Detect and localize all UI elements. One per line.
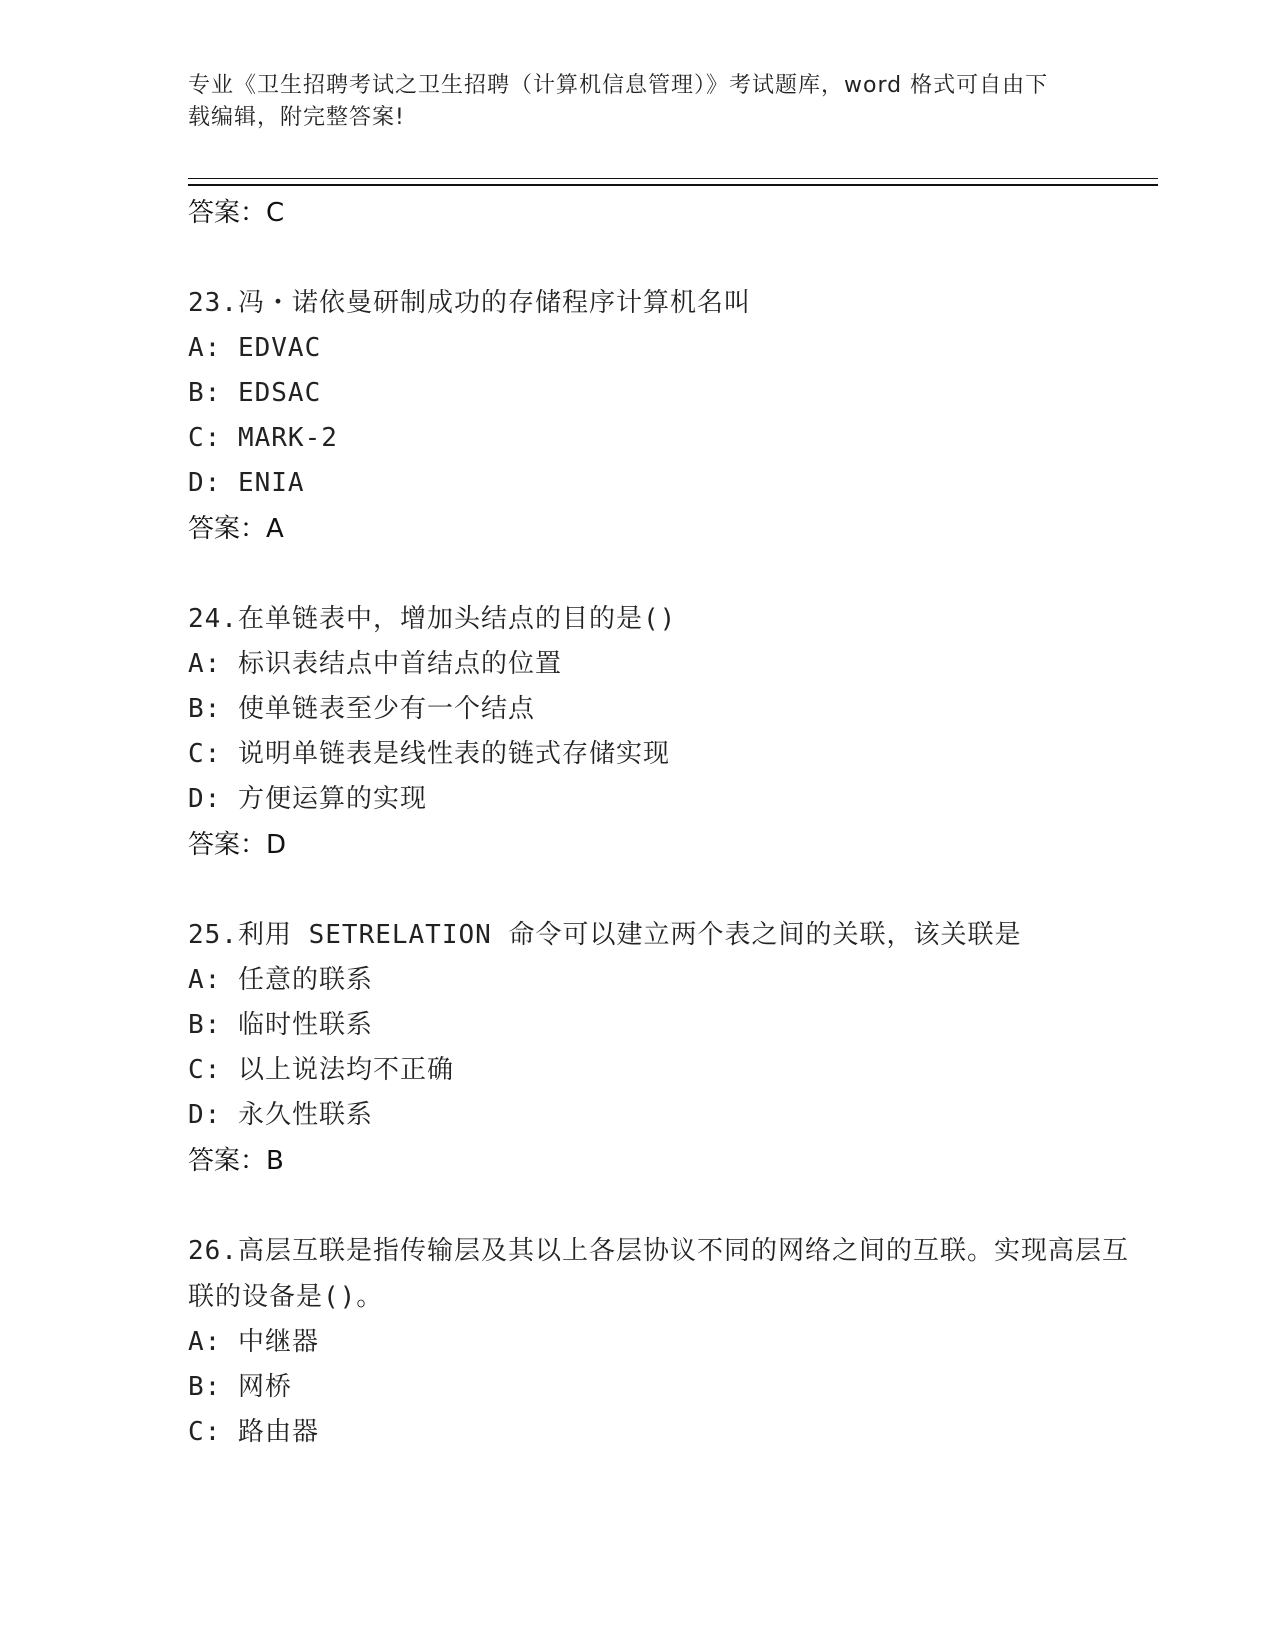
- question-23: [188, 280, 1148, 552]
- header-divider: [188, 178, 1158, 186]
- option-a: A: 任意的联系: [188, 965, 373, 995]
- question-stem: 24.在单链表中，增加头结点的目的是(): [188, 604, 677, 634]
- option-a: A: EDVAC: [188, 333, 322, 363]
- option-a: A: 标识表结点中首结点的位置: [188, 649, 562, 679]
- option-b: B: EDSAC: [188, 378, 322, 408]
- option-d: D: 永久性联系: [188, 1100, 373, 1130]
- option-c: C: MARK-2: [188, 423, 338, 453]
- option-c: C: 路由器: [188, 1417, 319, 1447]
- spacer: [188, 552, 1148, 596]
- option-b: B: 使单链表至少有一个结点: [188, 694, 535, 724]
- spacer: [188, 1184, 1148, 1228]
- option-c: C: 说明单链表是线性表的链式存储实现: [188, 739, 670, 769]
- question-stem: 26.高层互联是指传输层及其以上各层协议不同的网络之间的互联。实现高层互联的设备是()。: [188, 1236, 1129, 1312]
- answer-line: 答案：A: [188, 514, 284, 544]
- question-24: [188, 596, 1148, 868]
- option-b: B: 网桥: [188, 1372, 292, 1402]
- option-a: A: 中继器: [188, 1327, 319, 1357]
- option-d: D: 方便运算的实现: [188, 784, 427, 814]
- question-26: [188, 1228, 1148, 1455]
- question-25: [188, 912, 1148, 1184]
- question-stem: 25.利用 SETRELATION 命令可以建立两个表之间的关联，该关联是: [188, 920, 1022, 950]
- option-b: B: 临时性联系: [188, 1010, 373, 1040]
- answer-line: 答案：B: [188, 1146, 284, 1176]
- spacer: [188, 236, 1148, 280]
- document-header: 专业《卫生招聘考试之卫生招聘（计算机信息管理）》考试题库，word 格式可自由下载编辑，附完整答案!: [188, 73, 1049, 130]
- option-c: C: 以上说法均不正确: [188, 1055, 454, 1085]
- option-d: D: ENIA: [188, 468, 305, 498]
- answer-line: 答案：C: [188, 198, 285, 228]
- answer-line: 答案：D: [188, 830, 287, 860]
- question-stem: 23.冯・诺依曼研制成功的存储程序计算机名叫: [188, 288, 751, 318]
- document-body: [188, 190, 1148, 1455]
- spacer: [188, 868, 1148, 912]
